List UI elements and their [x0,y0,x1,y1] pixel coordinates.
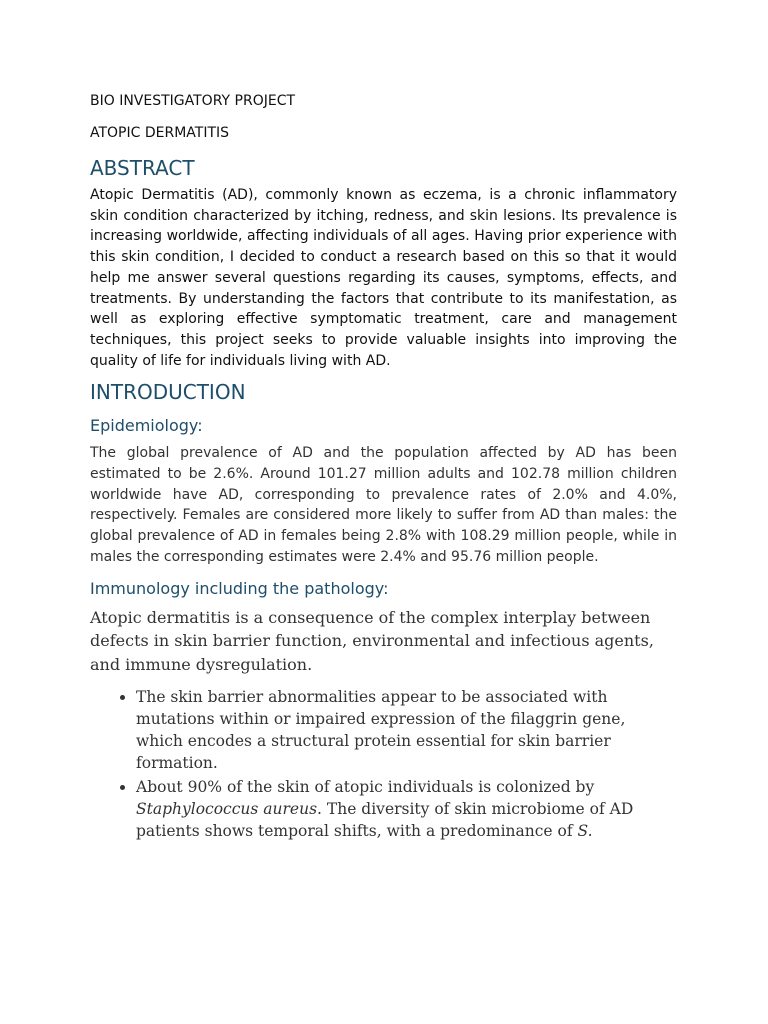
topic-title: ATOPIC DERMATITIS [90,125,230,141]
bullet-text: . The diversity of skin microbiome of AD patients shows temporal shifts, with a predominance of [136,800,634,841]
abstract-heading: ABSTRACT [90,156,195,180]
project-title: BIO INVESTIGATORY PROJECT [90,93,296,109]
immunology-heading: Immunology including the pathology: [90,578,389,598]
bullet-text: About 90% of the skin of atopic individuals is colonized by [136,778,595,797]
species-name: Staphylococcus aureus [136,800,318,819]
list-item [136,776,677,842]
epidemiology-heading: Epidemiology: [90,416,203,436]
immunology-bullet-list [90,686,677,842]
epidemiology-paragraph: The global prevalence of AD and the population affected by AD has been estimated to be 2.6%. Around 101.27 million adults and 102.78 million children worldwide have AD, corresponding to prevalence rates of 2.0% and 4.0%, respectively. Females are considered more likely to suffer from AD than males: the global prevalence of AD in females being 2.8% with 108.29 million people, while in males the corresponding estimates were 2.4% and 95.76 million people. [90,445,677,565]
list-item [136,686,677,774]
abstract-paragraph: Atopic Dermatitis (AD), commonly known as eczema, is a chronic inflammatory skin condition characterized by itching, redness, and skin lesions. Its prevalence is increasing worldwide, affecting individuals of all ages. Having prior experience with this skin condition, I decided to conduct a research based on this so that it would help me answer several questions regarding its causes, symptoms, effects, and treatments. By understanding the factors that contribute to its manifestation, as well as exploring effective symptomatic treatment, care and management techniques, this project seeks to provide valuable insights into improving the quality of life for individuals living with AD. [90,187,677,369]
bullet-text: The skin barrier abnormalities appear to be associated with mutations within or impaired expression of the filaggrin gene, which encodes a structural protein essential for skin barrier formation. [136,688,626,773]
document-page [90,91,677,844]
species-abbrev: S. [577,822,593,841]
introduction-heading: INTRODUCTION [90,380,246,405]
immunology-paragraph: Atopic dermatitis is a consequence of the complex interplay between defects in skin barrier function, environmental and infectious agents, and immune dysregulation. [90,607,654,674]
